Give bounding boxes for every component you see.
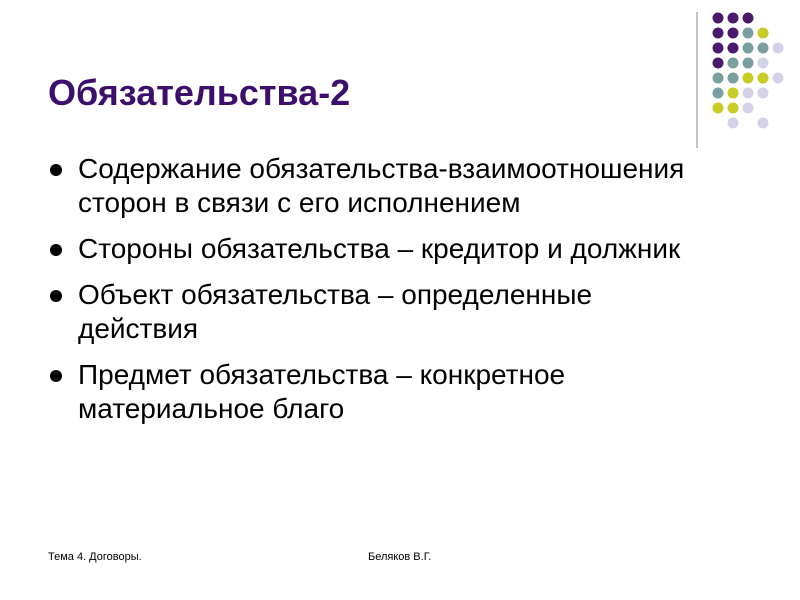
decor-dot: [773, 73, 784, 84]
decor-dot: [758, 58, 769, 69]
bullet-list: [50, 152, 710, 438]
decor-dot: [728, 58, 739, 69]
bullet-icon: [50, 244, 62, 256]
decor-dot: [713, 43, 724, 54]
decor-dot: [713, 88, 724, 99]
decor-dot: [728, 43, 739, 54]
decor-dot: [758, 43, 769, 54]
decor-dot: [743, 28, 754, 39]
decor-dot: [713, 103, 724, 114]
bullet-icon: [50, 164, 62, 176]
bullet-icon: [50, 370, 62, 382]
bullet-item: [50, 152, 710, 220]
decor-dot: [728, 103, 739, 114]
bullet-icon: [50, 290, 62, 302]
decor-dot: [758, 28, 769, 39]
decor-dot: [743, 43, 754, 54]
decor-dot: [728, 73, 739, 84]
dot-layer: [713, 13, 784, 129]
decor-dot: [773, 43, 784, 54]
bullet-text: Содержание обязательства-взаимоотношения сторон в связи с его исполнением: [78, 153, 685, 218]
bullet-item: [50, 232, 710, 266]
decor-dot: [743, 103, 754, 114]
decor-dot: [743, 58, 754, 69]
bullet-text: Предмет обязательства – конкретное материальное благо: [78, 359, 566, 424]
bullet-text: Объект обязательства – определенные действия: [78, 279, 593, 344]
slide-title: Обязательства-2: [48, 72, 351, 113]
decor-dot: [713, 28, 724, 39]
decor-dot: [743, 73, 754, 84]
footer-author: Беляков В.Г.: [368, 551, 432, 563]
decor-dot: [728, 13, 739, 24]
bullet-text: Стороны обязательства – кредитор и должник: [78, 233, 681, 264]
decor-dot: [728, 88, 739, 99]
decor-dot: [728, 28, 739, 39]
footer-topic: Тема 4. Договоры.: [48, 551, 142, 563]
decor-dot: [713, 73, 724, 84]
decor-dot: [713, 13, 724, 24]
decor-dot: [743, 88, 754, 99]
decor-dot: [743, 13, 754, 24]
bullet-item: [50, 358, 710, 426]
decor-dot: [758, 73, 769, 84]
decor-dot: [728, 118, 739, 129]
bullet-item: [50, 278, 710, 346]
decor-dot: [758, 118, 769, 129]
dot-grid-decoration: [690, 6, 800, 156]
decor-dot: [758, 88, 769, 99]
decor-dot: [713, 58, 724, 69]
